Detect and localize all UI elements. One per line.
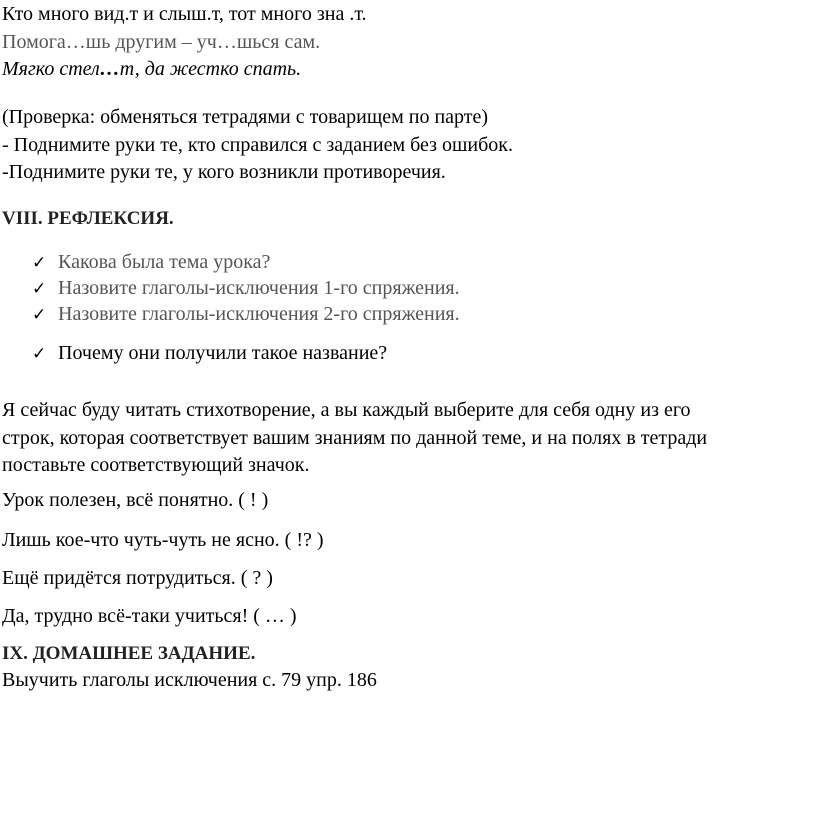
proverb-line-3-ellipsis: … xyxy=(99,58,120,80)
proverb-line-3-end: т, да жестко спать. xyxy=(119,58,302,80)
intro-line-3: поставьте соответствующий значок. xyxy=(2,454,310,476)
reflection-question-4 xyxy=(32,341,387,366)
proverb-line-3-start: Мягко стел xyxy=(2,58,100,80)
checkmark-icon: ✓ xyxy=(32,305,47,325)
checkmark-icon: ✓ xyxy=(32,279,47,299)
homework-task: Выучить глаголы исключения с. 79 упр. 186 xyxy=(2,669,377,691)
reflection-question-1 xyxy=(32,250,270,275)
checkmark-icon: ✓ xyxy=(32,253,47,273)
check-instruction-2: - Поднимите руки те, кто справился с заданием без ошибок. xyxy=(2,134,514,156)
check-instruction-1: (Проверка: обменяться тетрадями с товарищем по парте) xyxy=(2,106,489,128)
poem-line-3: Ещё придётся потрудиться. ( ? ) xyxy=(2,567,273,589)
poem-line-4: Да, трудно всё-таки учиться! ( … ) xyxy=(2,605,297,627)
section-9-heading: IX. ДОМАШНЕЕ ЗАДАНИЕ. xyxy=(2,643,256,664)
section-8-heading: VIII. РЕФЛЕКСИЯ. xyxy=(2,208,174,229)
proverb-line-1: Кто много вид.т и слыш.т, тот много зна .т. xyxy=(2,3,367,25)
reflection-question-3 xyxy=(32,302,460,327)
reflection-question-2 xyxy=(32,276,460,301)
proverb-line-3 xyxy=(2,57,301,81)
poem-line-1: Урок полезен, всё понятно. ( ! ) xyxy=(2,489,269,511)
intro-line-2: строк, которая соответствует вашим знаниям по данной теме, и на полях в тетради xyxy=(2,427,708,449)
reflection-question-4-text: Почему они получили такое название? xyxy=(58,342,388,364)
reflection-question-3-text: Назовите глаголы-исключения 2-го спряжения. xyxy=(58,303,460,325)
checkmark-icon: ✓ xyxy=(32,344,47,364)
proverb-line-2: Помога…шь другим – уч…шься сам. xyxy=(2,31,321,53)
reflection-question-1-text: Какова была тема урока? xyxy=(58,251,271,273)
reflection-question-2-text: Назовите глаголы-исключения 1-го спряжения. xyxy=(58,277,460,299)
check-instruction-3: -Поднимите руки те, у кого возникли противоречия. xyxy=(2,161,446,183)
poem-line-2: Лишь кое-что чуть-чуть не ясно. ( !? ) xyxy=(2,529,324,551)
intro-line-1: Я сейчас буду читать стихотворение, а вы каждый выберите для себя одну из его xyxy=(2,399,691,421)
